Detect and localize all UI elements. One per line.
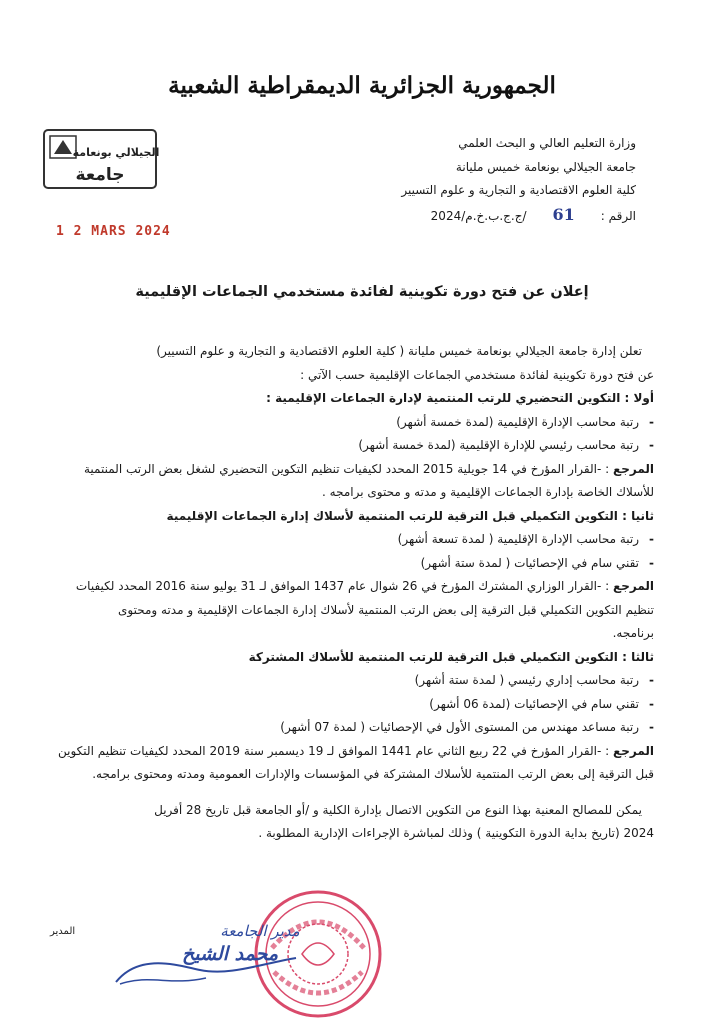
closing-line: 2024 (تاريخ بداية الدورة التكوينية ) وذلك لمباشرة الإجراءات الإدارية المطلوبة .	[258, 826, 654, 840]
reference-text: : -القرار المؤرخ في 22 ربيع الثاني عام 1441 الموافق لـ 19 ديسمبر سنة 2019 المحدد لكيفيات تنظيم التكوين	[58, 743, 610, 758]
reference-paragraph	[54, 575, 654, 599]
closing-line: يمكن للمصالح المعنية بهذا النوع من التكوين الاتصال بإدارة الكلية و /أو الجامعة قبل تاريخ 28 أفريل	[154, 802, 642, 817]
signer-title: مدير الجامعة	[220, 922, 300, 940]
list-item: - رتبة محاسب إداري رئيسي ( لمدة ستة أشهر)	[54, 669, 654, 693]
reference-number: 61	[552, 204, 575, 224]
university-name: جامعة الجيلالي بونعامة خميس مليانة	[455, 159, 636, 174]
reference-paragraph	[54, 740, 654, 764]
reference-label: المرجع	[613, 579, 654, 593]
intro-line: عن فتح دورة تكوينية لفائدة مستخدمي الجماعات الإقليمية حسب الآتي :	[300, 367, 654, 382]
list-item: - رتبة مساعد مهندس من المستوى الأول في الإحصائيات ( لمدة 07 أشهر)	[54, 716, 654, 740]
ministry-block	[336, 132, 636, 228]
signer-name: محمد الشيخ	[181, 943, 279, 965]
document-title: إعلان عن فتح دورة تكوينية لفائدة مستخدمي الجماعات الإقليمية	[135, 284, 589, 300]
reference-text: قبل الترقية إلى بعض الرتب المنتمية للأسلاك المشتركة في المؤسسات والإدارات العمومية ومدته ومحتوى برامجه.	[92, 767, 654, 781]
reference-text: للأسلاك الخاصة بإدارة الجماعات الإقليمية و مدته و محتوى برامجه .	[322, 485, 654, 499]
section-heading: ثانيا : التكوين التكميلي قبل الترقية للرتب المنتمية لأسلاك إدارة الجماعات الإقليمية	[166, 508, 654, 523]
list-item: - تقني سام في الإحصائيات (لمدة 06 أشهر)	[54, 693, 654, 717]
reference-label: الرقم :	[600, 208, 636, 223]
reference-label: المرجع	[613, 461, 654, 476]
faculty-name: كلية العلوم الاقتصادية و التجارية و علوم التسيير	[401, 183, 636, 197]
signature	[110, 912, 310, 992]
ministry-name: وزارة التعليم العالي و البحث العلمي	[458, 136, 636, 150]
reference-paragraph	[54, 458, 654, 482]
section-heading: أولا : التكوين التحضيري للرتب المنتمية لإدارة الجماعات الإقليمية :	[266, 391, 654, 405]
list-item: - رتبة محاسب الإدارة الإقليمية ( لمدة تسعة أشهر)	[54, 528, 654, 552]
republic-header: الجمهورية الجزائرية الديمقراطية الشعبية	[168, 72, 556, 99]
announcement-body	[54, 340, 654, 846]
date-stamp: 1 2 MARS 2024	[56, 224, 171, 239]
reference-text: : -القرار المؤرخ في 14 جويلية 2015 المحدد لكيفيات تنظيم التكوين التحضيري لشغل بعض الرتب المنتمية	[83, 461, 610, 476]
list-item: - رتبة محاسب الإدارة الإقليمية (لمدة خمسة أشهر)	[54, 411, 654, 435]
intro-line: تعلن إدارة جامعة الجيلالي بونعامة خميس مليانة ( كلية العلوم الاقتصادية و التجارية و علوم التسيير)	[156, 344, 642, 358]
list-item: - تقني سام في الإحصائيات ( لمدة ستة أشهر)	[54, 552, 654, 576]
reference-label: المرجع	[613, 743, 654, 758]
reference-text: : -القرار الوزاري المشترك المؤرخ في 26 شوال عام 1437 الموافق لـ 31 يوليو سنة 2016 المحدد لكيفيات	[75, 579, 610, 593]
reference-text: برنامجه.	[612, 626, 654, 640]
svg-text:جامعة: جامعة	[75, 165, 125, 185]
reference-line	[336, 203, 636, 229]
list-item: - رتبة محاسب رئيسي للإدارة الإقليمية (لمدة خمسة أشهر)	[54, 434, 654, 458]
section-heading: ثالثا : التكوين التكميلي قبل الترقية للرتب المنتمية للأسلاك المشتركة	[248, 649, 654, 664]
reference-text: تنظيم التكوين التكميلي قبل الترقية إلى بعض الرتب المنتمية لأسلاك إدارة الجماعات الإقليمية و مدته ومحتوى	[118, 602, 654, 617]
reference-suffix: /ج.ج.ب.خ.م/2024	[430, 208, 527, 223]
university-logo	[40, 126, 160, 192]
director-title: المدير	[50, 926, 76, 937]
svg-text:الجيلالي بونعامة: الجيلالي بونعامة	[72, 146, 160, 159]
